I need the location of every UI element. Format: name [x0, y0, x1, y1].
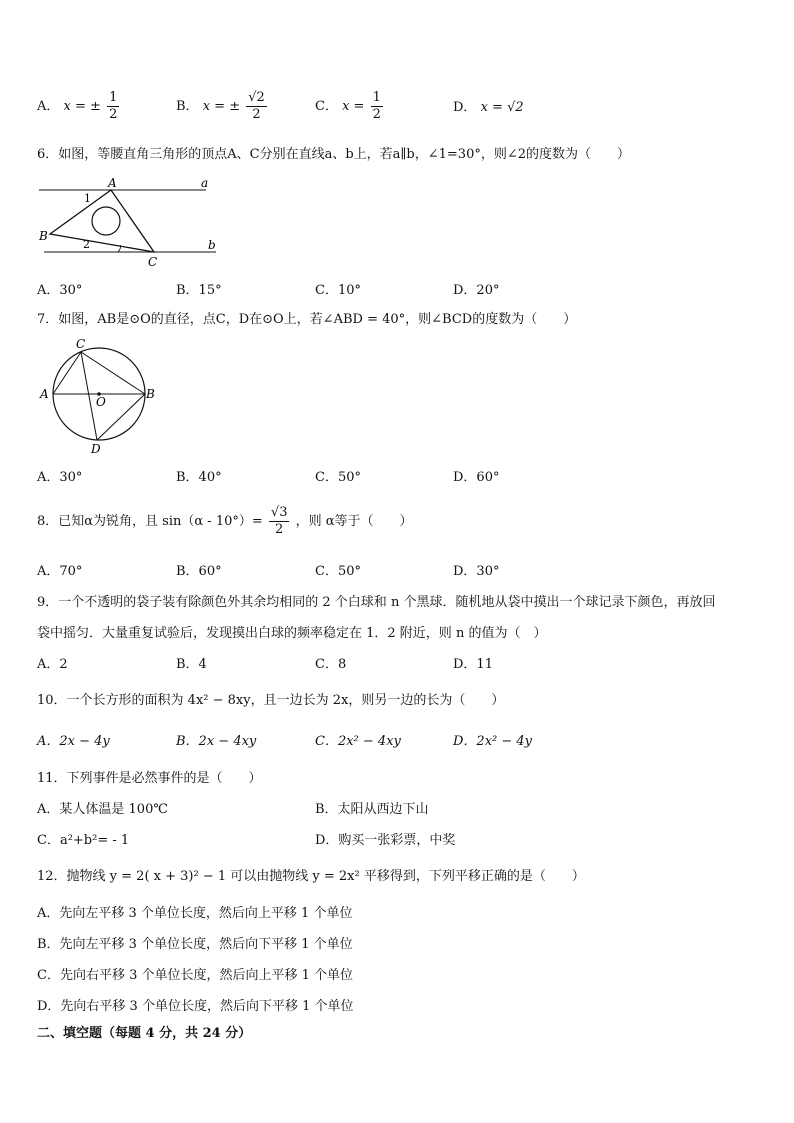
q6-label-b: b	[208, 238, 216, 252]
q8-option-d: D．30°	[453, 564, 500, 579]
q6-label-1: 1	[84, 192, 91, 205]
q5-option-c: C． x = $\frac{1}{2}$	[315, 90, 381, 122]
q6-option-d: D．20°	[453, 283, 500, 298]
q11-option-c: C．a²+b²= - 1	[37, 833, 130, 848]
q11-stem: 11．下列事件是必然事件的是（ ）	[37, 771, 262, 786]
q7-option-d: D．60°	[453, 470, 500, 485]
q8-option-b: B．60°	[176, 564, 222, 579]
q10-stem: 10．一个长方形的面积为 4x² − 8xy，且一边长为 2x，则另一边的长为（ ）	[37, 693, 505, 708]
q6-label-2: 2	[83, 238, 90, 251]
q6-stem: 6．如图，等腰直角三角形的顶点A、C分别在直线a、b上，若a∥b，∠1=30°，则∠2的度数为（ ）	[37, 147, 631, 162]
q9-option-d: D．11	[453, 657, 493, 672]
q10-option-d: D．2x² − 4y	[453, 734, 533, 749]
q11-option-d: D．购买一张彩票，中奖	[315, 833, 456, 848]
q8-stem: 8．已知α为锐角，且 sin（α - 10°）= $\frac{√3}{2}$ ，则 α等于（ ）	[37, 505, 413, 537]
q9-option-a: A．2	[37, 657, 68, 672]
q6-label-B: B	[39, 229, 48, 243]
q11-option-a: A．某人体温是 100℃	[37, 802, 168, 817]
q6-label-C: C	[148, 255, 158, 269]
q5-option-b: B． x = ± $\frac{√2}{2}$	[176, 90, 265, 122]
q8-option-c: C．50°	[315, 564, 361, 579]
q7-figure	[36, 338, 160, 458]
q7-label-O: O	[96, 395, 106, 409]
q11-option-b: B．太阳从西边下山	[315, 802, 429, 817]
q6-label-A: A	[108, 176, 117, 190]
q7-option-a: A．30°	[37, 470, 83, 485]
q12-option-c: C．先向右平移 3 个单位长度，然后向上平移 1 个单位	[37, 968, 354, 983]
section-2-title: 二、填空题（每题 4 分，共 24 分）	[37, 1026, 252, 1041]
q6-option-b: B．15°	[176, 283, 222, 298]
q6-option-c: C．10°	[315, 283, 361, 298]
q10-option-c: C．2x² − 4xy	[315, 734, 401, 749]
q9-stem-line2: 袋中摇匀．大量重复试验后，发现摸出白球的频率稳定在 1．2 附近，则 n 的值为（ ）	[37, 626, 547, 641]
q5-option-a: A． x = ± $\frac{1}{2}$	[37, 90, 118, 122]
q6-option-a: A．30°	[37, 283, 83, 298]
q10-option-a: A．2x − 4y	[37, 734, 110, 749]
q7-label-A: A	[40, 387, 49, 401]
q7-option-c: C．50°	[315, 470, 361, 485]
q8-option-a: A．70°	[37, 564, 83, 579]
q12-stem: 12．抛物线 y = 2( x + 3)² − 1 可以由抛物线 y = 2x² 平移得到，下列平移正确的是（ ）	[37, 869, 585, 884]
q6-figure	[36, 174, 226, 270]
q12-option-d: D．先向右平移 3 个单位长度，然后向下平移 1 个单位	[37, 999, 354, 1014]
q9-stem-line1: 9．一个不透明的袋子装有除颜色外其余均相同的 2 个白球和 n 个黑球．随机地从袋中摸出一个球记录下颜色，再放回	[37, 595, 716, 610]
q7-label-C: C	[76, 338, 86, 351]
q9-option-b: B．4	[176, 657, 207, 672]
q10-option-b: B．2x − 4xy	[176, 734, 257, 749]
q9-option-c: C．8	[315, 657, 347, 672]
q12-option-a: A．先向左平移 3 个单位长度，然后向上平移 1 个单位	[37, 906, 353, 921]
q7-option-b: B．40°	[176, 470, 222, 485]
q7-label-D: D	[91, 442, 101, 456]
q7-label-B: B	[146, 387, 155, 401]
q5-option-d: D． x = √2	[453, 100, 524, 115]
q7-stem: 7．如图，AB是⊙O的直径，点C，D在⊙O上，若∠ABD = 40°，则∠BCD的度数为（ ）	[37, 312, 577, 327]
q6-label-a: a	[201, 176, 209, 190]
q12-option-b: B．先向左平移 3 个单位长度，然后向下平移 1 个单位	[37, 937, 353, 952]
